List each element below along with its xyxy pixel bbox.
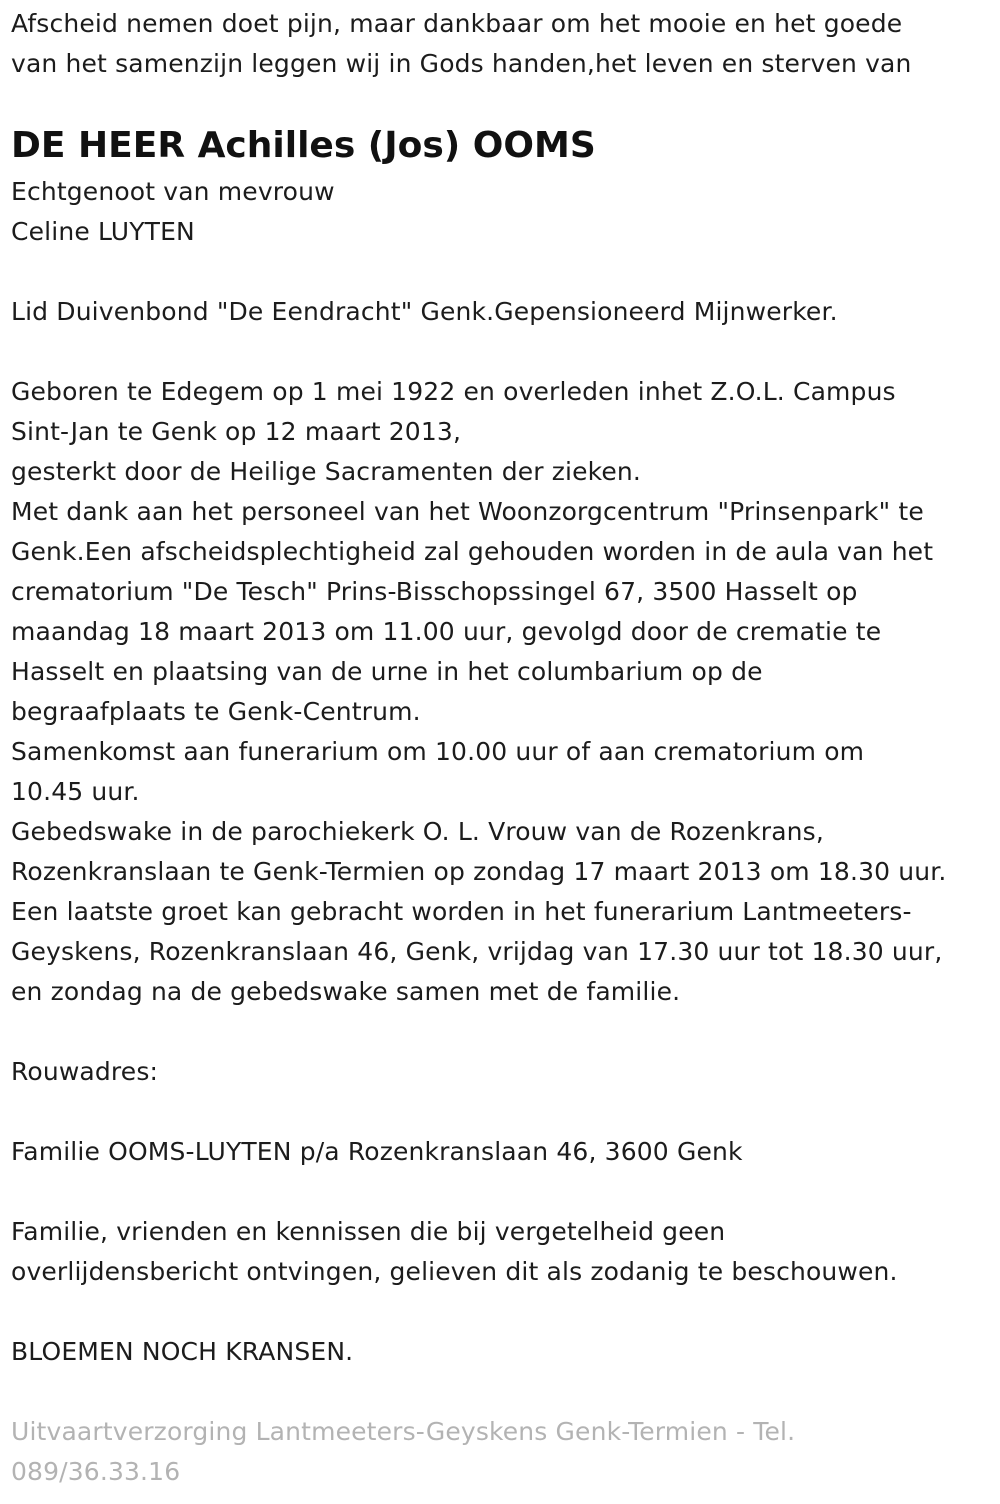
rouwadres-text: Familie OOMS-LUYTEN p/a Rozenkranslaan 46, 3600 Genk: [11, 1137, 743, 1166]
rouwadres: [11, 1132, 743, 1172]
details-line: crematorium "De Tesch" Prins-Bisschopssingel 67, 3500 Hasselt op: [11, 577, 858, 606]
details-line: 10.45 uur.: [11, 777, 140, 806]
details-line: gesterkt door de Heilige Sacramenten der zieken.: [11, 457, 642, 486]
rouwadres-label-text: Rouwadres:: [11, 1057, 159, 1086]
closing-line: BLOEMEN NOCH KRANSEN.: [11, 1337, 354, 1366]
footer-credit: [11, 1412, 795, 1492]
details-line: Rozenkranslaan te Genk-Termien op zondag 17 maart 2013 om 18.30 uur.: [11, 857, 947, 886]
closing-text: [11, 1332, 353, 1372]
funeral-details: [11, 372, 947, 1012]
details-line: Gebedswake in de parochiekerk O. L. Vrouw van de Rozenkrans,: [11, 817, 824, 846]
details-line: Hasselt en plaatsing van de urne in het columbarium op de: [11, 657, 763, 686]
details-line: Samenkomst aan funerarium om 10.00 uur of aan crematorium om: [11, 737, 865, 766]
intro-text: [11, 4, 911, 84]
details-line: Met dank aan het personeel van het Woonzorgcentrum "Prinsenpark" te: [11, 497, 924, 526]
details-line: Een laatste groet kan gebracht worden in het funerarium Lantmeeters-: [11, 897, 912, 926]
details-line: maandag 18 maart 2013 om 11.00 uur, gevolgd door de crematie te: [11, 617, 882, 646]
details-line: Sint-Jan te Genk op 12 maart 2013,: [11, 417, 462, 446]
notice-line: Familie, vrienden en kennissen die bij vergetelheid geen: [11, 1217, 726, 1246]
details-line: Geyskens, Rozenkranslaan 46, Genk, vrijdag van 17.30 uur tot 18.30 uur,: [11, 937, 943, 966]
intro-line: van het samenzijn leggen wij in Gods handen,het leven en sterven van: [11, 49, 912, 78]
spouse-line: Celine LUYTEN: [11, 217, 195, 246]
notice-line: overlijdensbericht ontvingen, gelieven dit als zodanig te beschouwen.: [11, 1257, 898, 1286]
notice-text: [11, 1212, 898, 1292]
footer-line: Uitvaartverzorging Lantmeeters-Geyskens Genk-Termien - Tel.: [11, 1417, 796, 1446]
membership-line: Lid Duivenbond "De Eendracht" Genk.Gepensioneerd Mijnwerker.: [11, 297, 838, 326]
details-line: en zondag na de gebedswake samen met de familie.: [11, 977, 681, 1006]
deceased-name: DE HEER Achilles (Jos) OOMS: [11, 125, 596, 166]
rouwadres-label: [11, 1052, 158, 1092]
membership-info: [11, 292, 838, 332]
details-line: Geboren te Edegem op 1 mei 1922 en overleden inhet Z.O.L. Campus: [11, 377, 896, 406]
details-line: Genk.Een afscheidsplechtigheid zal gehouden worden in de aula van het: [11, 537, 934, 566]
footer-line: 089/36.33.16: [11, 1457, 181, 1486]
intro-line: Afscheid nemen doet pijn, maar dankbaar om het mooie en het goede: [11, 9, 903, 38]
details-line: begraafplaats te Genk-Centrum.: [11, 697, 421, 726]
spouse-info: [11, 172, 335, 252]
spouse-line: Echtgenoot van mevrouw: [11, 177, 335, 206]
